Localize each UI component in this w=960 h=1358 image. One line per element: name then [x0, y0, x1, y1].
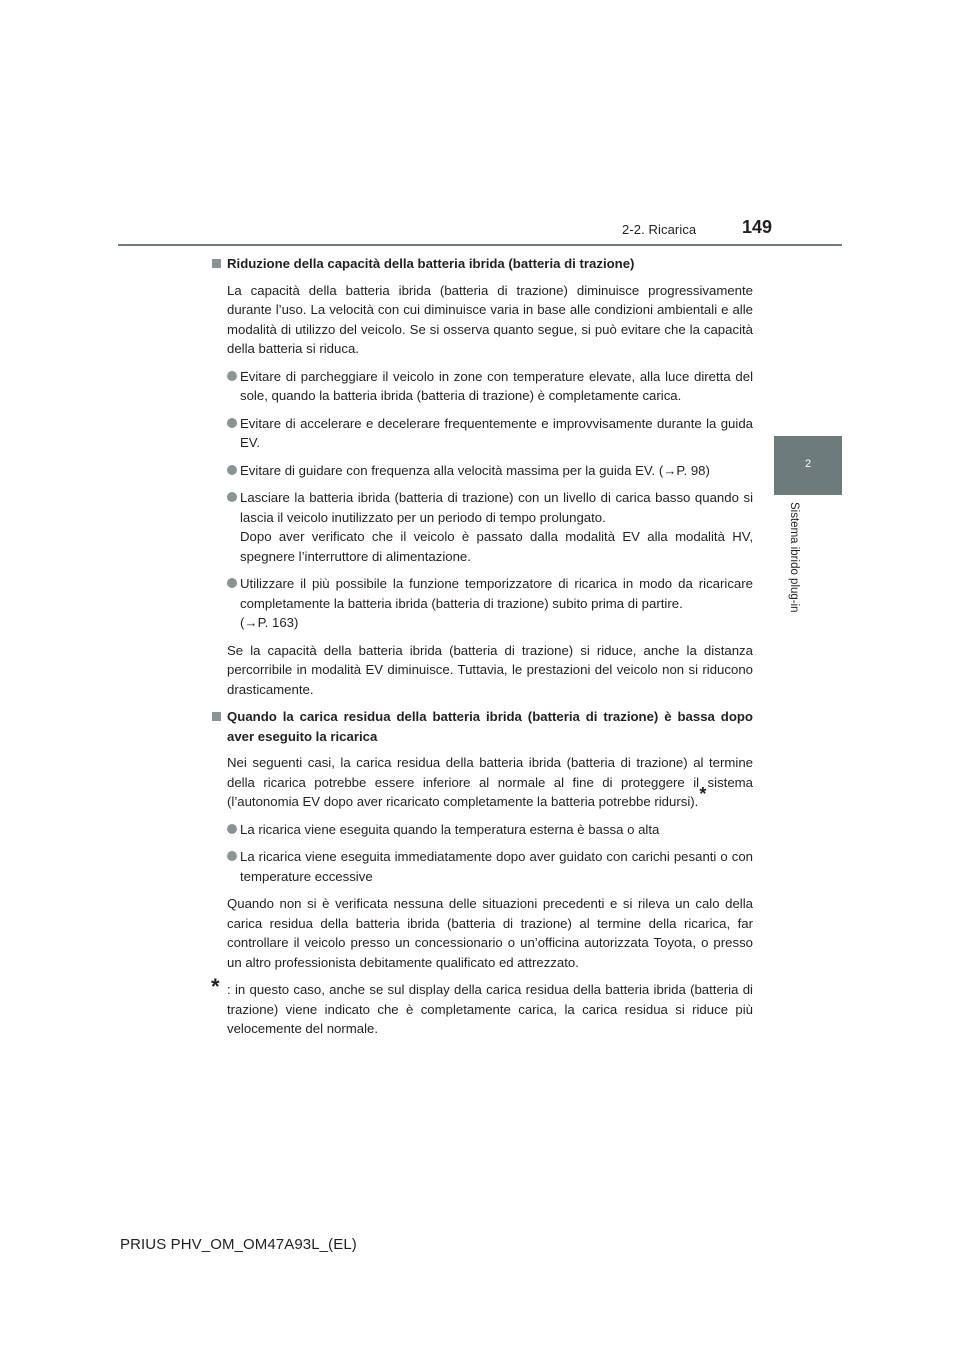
circle-bullet-icon — [227, 492, 237, 502]
list-item — [227, 367, 753, 406]
list-item — [227, 461, 753, 481]
list-item-extra-text: Dopo aver verificato che il veicolo è passato dalla modalità EV alla modalità HV, spegnere l’interruttore di alimentazione. — [240, 529, 753, 564]
footnote-star: * — [211, 974, 220, 999]
page-reference-link[interactable]: (→P. 163) — [240, 615, 299, 630]
section-heading-text: Riduzione della capacità della batteria ibrida (batteria di trazione) — [227, 256, 635, 271]
list-item — [227, 820, 753, 840]
list-item-text: La ricarica viene eseguita immediatamente dopo aver guidato con carichi pesanti o con temperature eccessive — [240, 849, 753, 884]
circle-bullet-icon — [227, 578, 237, 588]
paragraph-capacity-closing: Se la capacità della batteria ibrida (batteria di trazione) si riduce, anche la distanza percorribile in modalità EV diminuisce. Tuttavia, le prestazioni del veicolo non si riducono drasticamente. — [227, 642, 753, 697]
list-item-text: Evitare di accelerare e decelerare frequentemente e improvvisamente durante la guida EV. — [240, 415, 753, 450]
square-bullet-icon — [212, 259, 221, 268]
list-item-text: Evitare di parcheggiare il veicolo in zone con temperature elevate, alla luce diretta del sole, quando la batteria ibrida (batteria di trazione) è completamente carica. — [240, 368, 753, 403]
page-content — [211, 254, 753, 1047]
circle-bullet-icon — [227, 371, 237, 381]
paragraph-capacity-intro: La capacità della batteria ibrida (batteria di trazione) diminuisce progressivamente durante l’uso. La velocità con cui diminuisce varia in base alle condizioni ambientali e alle modalità di utilizzo del veicolo. Se si osserva quanto segue, si può evitare che la capacità della batteria si riduca. — [227, 282, 753, 356]
circle-bullet-icon — [227, 418, 237, 428]
footer-model-code: PRIUS PHV_OM_OM47A93L_(EL) — [120, 1236, 357, 1253]
paragraph-text: Nei seguenti casi, la carica residua della batteria ibrida (batteria di trazione) al termine della ricarica potrebbe essere inferiore al normale al fine di proteggere il sistema (l’autonomia EV dopo aver ricaricato completamente la batteria potrebbe ridursi). — [227, 755, 753, 809]
header-section-title: 2-2. Ricarica — [622, 222, 697, 237]
circle-bullet-icon — [227, 465, 237, 475]
list-item — [227, 574, 753, 633]
circle-bullet-icon — [227, 851, 237, 861]
footnote-star: * — [699, 784, 707, 804]
section-heading-text: Quando la carica residua della batteria ibrida (batteria di trazione) è bassa dopo aver eseguito la ricarica — [227, 709, 753, 744]
list-item-text: Lasciare la batteria ibrida (batteria di trazione) con un livello di carica basso quando si lascia il veicolo inutilizzato per un periodo di tempo prolungato. — [240, 490, 753, 525]
list-item — [227, 488, 753, 566]
list-item-text: Evitare di guidare con frequenza alla velocità massima per la guida EV. (→P. 98) — [240, 462, 710, 478]
footnote — [211, 974, 753, 1039]
square-bullet-icon — [212, 712, 221, 721]
footnote-text: : in questo caso, anche se sul display della carica residua della batteria ibrida (batteria di trazione) viene indicato che è completamente carica, la carica residua si riduce più velocemente del normale. — [227, 982, 753, 1036]
list-item-text: La ricarica viene eseguita quando la temperatura esterna è bassa o alta — [240, 821, 660, 837]
circle-bullet-icon — [227, 824, 237, 834]
list-item — [227, 847, 753, 886]
section-heading-capacity — [211, 254, 753, 274]
page-number: 149 — [742, 217, 773, 237]
paragraph-low-charge-intro — [227, 753, 753, 812]
header-rule — [118, 244, 842, 246]
paragraph-low-charge-closing: Quando non si è verificata nessuna delle situazioni precedenti e si rileva un calo della carica residua della batteria ibrida (batteria di trazione) al termine della ricarica, far controllare il veicolo presso un concessionario o un’officina autorizzata Toyota, o presso un altro professionista debitamente qualificato ed attrezzato. — [227, 896, 753, 970]
section-heading-low-charge — [211, 707, 753, 746]
chapter-tab — [774, 436, 842, 495]
list-item — [227, 414, 753, 453]
chapter-number: 2 — [804, 458, 812, 470]
chapter-title: Sistema ibrido plug-in — [788, 502, 800, 613]
list-item-text: Utilizzare il più possibile la funzione temporizzatore di ricarica in modo da ricaricare completamente la batteria ibrida (batteria di trazione) subito prima di partire. — [240, 576, 753, 611]
